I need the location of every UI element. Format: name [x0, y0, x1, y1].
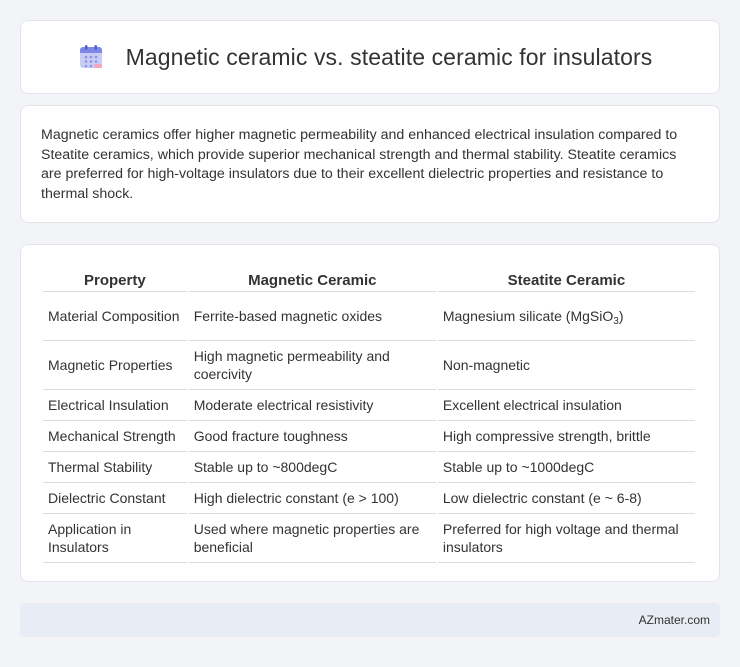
table-cell: Magnetic Properties [43, 341, 187, 390]
table-cell: High compressive strength, brittle [438, 421, 695, 452]
footer-bar [20, 603, 720, 637]
column-header-steatite: Steatite Ceramic [438, 263, 695, 292]
column-header-property: Property [43, 263, 187, 292]
table-cell [438, 292, 695, 341]
table-cell: Dielectric Constant [43, 483, 187, 514]
title-card [20, 20, 720, 94]
table-cell: Used where magnetic properties are beneficial [189, 514, 436, 563]
table-row [43, 483, 695, 514]
table-row [43, 390, 695, 421]
table-cell: Low dielectric constant (e ~ 6-8) [438, 483, 695, 514]
table-cell: Ferrite-based magnetic oxides [189, 292, 436, 341]
formula-subscript: 3 [613, 316, 619, 327]
formula-text: Magnesium silicate (MgSiO [442, 308, 614, 324]
table-cell: Good fracture toughness [189, 421, 436, 452]
table-row [43, 452, 695, 483]
table-cell: Mechanical Strength [43, 421, 187, 452]
table-row [43, 292, 695, 341]
calendar-icon [78, 44, 104, 70]
comparison-table [41, 263, 697, 563]
table-cell: Application in Insulators [43, 514, 187, 563]
table-row [43, 421, 695, 452]
table-cell: Material Composition [43, 292, 187, 341]
table-cell: Stable up to ~800degC [189, 452, 436, 483]
table-header-row [43, 263, 695, 292]
summary-text: Magnetic ceramics offer higher magnetic permeability and enhanced electrical insulation compared to Steatite ceramics, which provide superior mechanical strength and thermal stability. Steatite ceramics are preferred for high-voltage insulators due to their excellent dielectric properties and resistance to thermal shock. [41, 127, 678, 202]
table-cell: Electrical Insulation [43, 390, 187, 421]
table-cell: Thermal Stability [43, 452, 187, 483]
comparison-table-card [20, 244, 720, 582]
table-cell: Non-magnetic [438, 341, 695, 390]
summary-card [20, 105, 720, 223]
table-row [43, 341, 695, 390]
footer-brand: AZmater.com [638, 613, 710, 627]
formula-close: ) [618, 308, 624, 324]
table-cell: Moderate electrical resistivity [189, 390, 436, 421]
table-cell: High magnetic permeability and coercivity [189, 341, 436, 390]
column-header-magnetic: Magnetic Ceramic [189, 263, 436, 292]
table-cell: High dielectric constant (e > 100) [189, 483, 436, 514]
table-row [43, 514, 695, 563]
table-cell: Excellent electrical insulation [438, 390, 695, 421]
page-title: Magnetic ceramic vs. steatite ceramic for insulators [125, 43, 653, 70]
table-cell: Stable up to ~1000degC [438, 452, 695, 483]
table-cell: Preferred for high voltage and thermal insulators [438, 514, 695, 563]
